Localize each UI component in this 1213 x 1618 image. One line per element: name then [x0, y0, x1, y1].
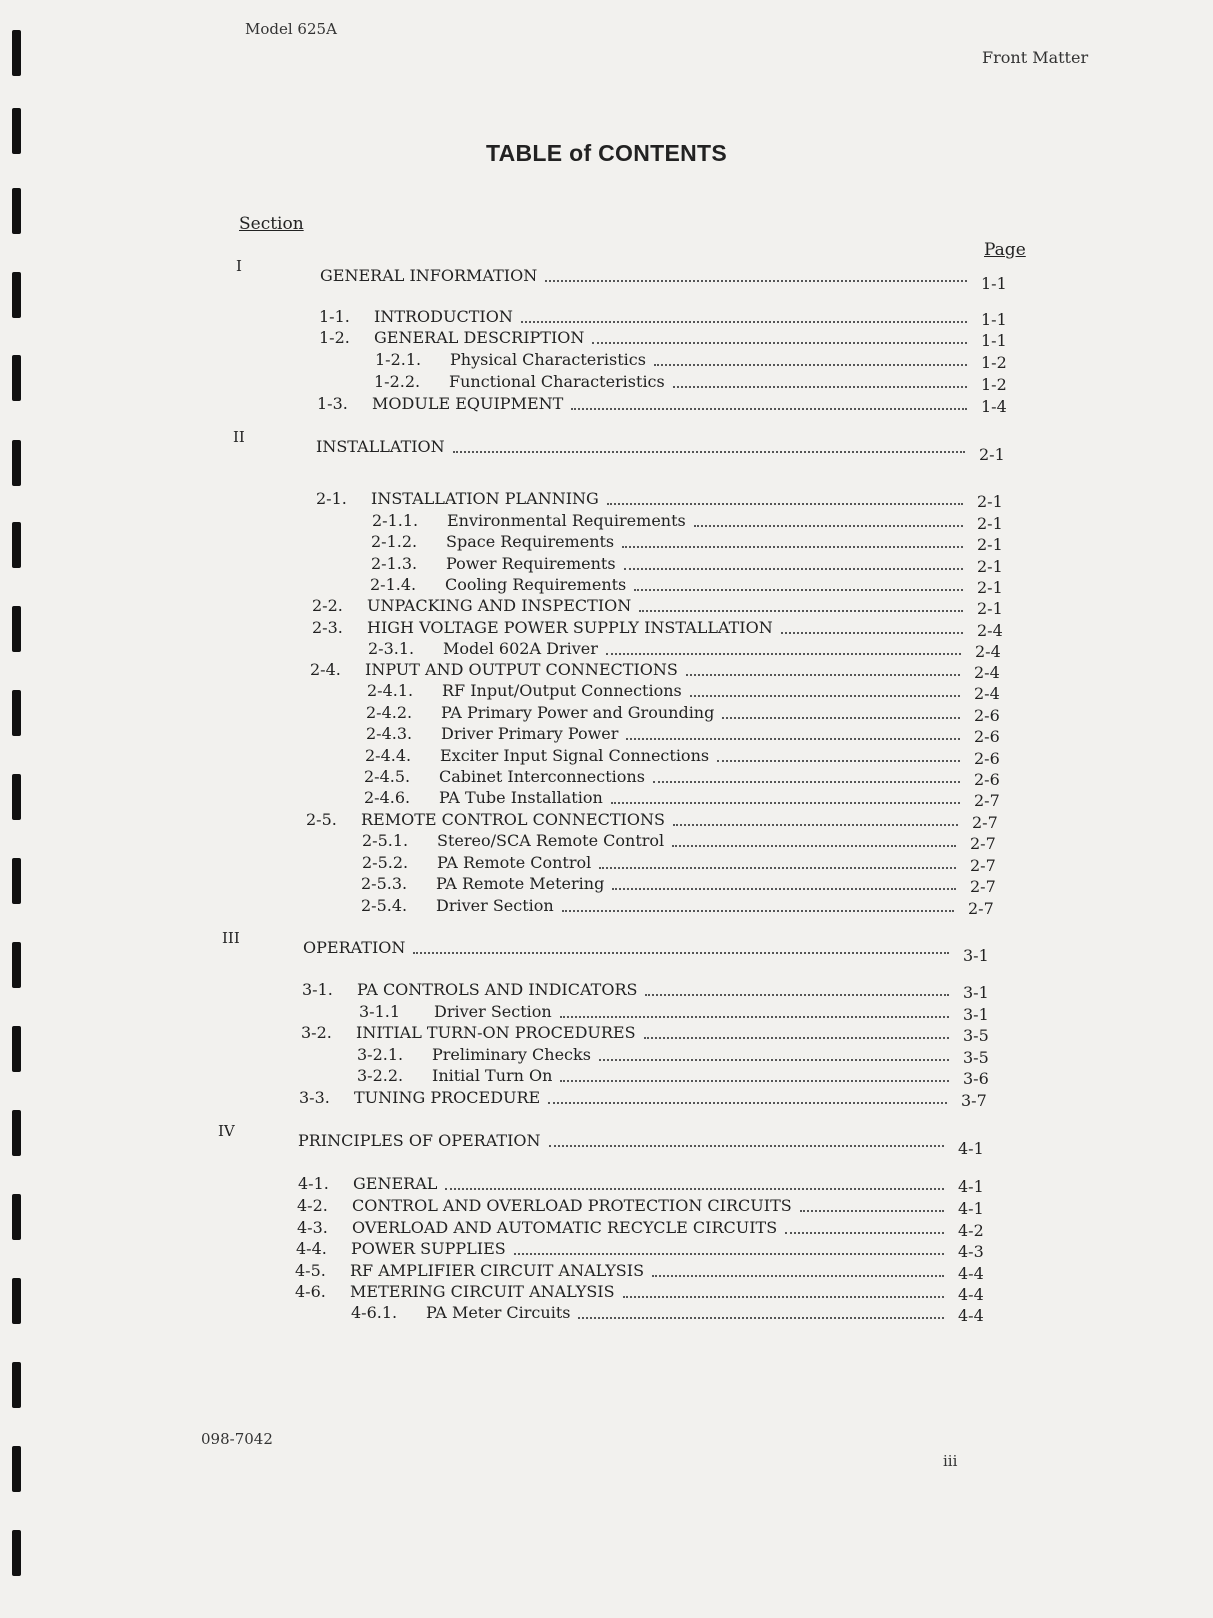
toc-entry-page: 2-7 — [974, 791, 1000, 810]
toc-entry — [0, 1087, 1213, 1109]
section-column-heading: Section — [239, 214, 304, 234]
toc-entry-title: PA Remote Control — [437, 853, 592, 872]
dot-leader — [639, 610, 963, 612]
toc-entry-page: 2-1 — [977, 492, 1003, 511]
toc-entry-number: 4-6.1. — [351, 1303, 398, 1322]
toc-entry — [0, 766, 1213, 788]
dot-leader — [672, 845, 956, 847]
toc-entry-number: 1-2. — [319, 328, 350, 347]
toc-entry-title: PRINCIPLES OF OPERATION — [298, 1131, 541, 1150]
toc-entry-page: 2-1 — [979, 445, 1005, 464]
toc-entry — [0, 723, 1213, 745]
toc-entry-title: INITIAL TURN-ON PROCEDURES — [356, 1023, 636, 1042]
toc-entry-number: 2-1.3. — [371, 554, 418, 573]
toc-entry-page: 4-2 — [958, 1221, 984, 1240]
toc-entry-page: 2-6 — [974, 749, 1000, 768]
dot-leader — [606, 653, 961, 655]
toc-entry-page: 1-2 — [981, 353, 1007, 372]
toc-entry — [0, 745, 1213, 767]
toc-entry-number: 2-4.6. — [364, 788, 411, 807]
toc-entry-page: 3-7 — [961, 1091, 987, 1110]
dot-leader — [560, 1016, 949, 1018]
toc-entry — [0, 787, 1213, 809]
toc-entry-title: PA CONTROLS AND INDICATORS — [357, 980, 638, 999]
header-section-label: Front Matter — [982, 48, 1089, 67]
toc-entry-page: 2-7 — [972, 813, 998, 832]
toc-entry — [0, 553, 1213, 575]
toc-entry — [0, 428, 1213, 464]
toc-entry — [0, 809, 1213, 831]
toc-entry-title: PA Remote Metering — [436, 874, 605, 893]
toc-entry-number: 2-1.4. — [370, 575, 417, 594]
toc-entry-title: Physical Characteristics — [450, 350, 646, 369]
toc-entry-title: Preliminary Checks — [432, 1045, 591, 1064]
toc-entry-page: 2-1 — [977, 535, 1003, 554]
toc-entry — [0, 393, 1213, 415]
dot-leader — [571, 408, 967, 410]
toc-entry-page: 3-1 — [963, 1005, 989, 1024]
dot-leader — [694, 525, 963, 527]
toc-entry-page: 1-4 — [981, 397, 1007, 416]
toc-entry-page: 3-5 — [963, 1048, 989, 1067]
toc-entry-number: 4-3. — [297, 1218, 328, 1237]
toc-entry — [0, 852, 1213, 874]
toc-entry-page: 2-7 — [970, 834, 996, 853]
toc-entry-title: Functional Characteristics — [449, 372, 665, 391]
toc-entry-title: OPERATION — [303, 938, 406, 957]
toc-entry-title: Power Requirements — [446, 554, 616, 573]
toc-entry-number: 2-1.2. — [371, 532, 418, 551]
dot-leader — [545, 280, 967, 282]
dot-leader — [644, 1037, 949, 1039]
dot-leader — [599, 1059, 949, 1061]
toc-entry-page: 4-1 — [958, 1199, 984, 1218]
toc-entry-number: 2-1. — [316, 489, 347, 508]
toc-entry-page: 4-1 — [958, 1139, 984, 1158]
toc-entry-number: 2-5.3. — [361, 874, 408, 893]
toc-entry-page: 3-6 — [963, 1069, 989, 1088]
toc-entry-title: INPUT AND OUTPUT CONNECTIONS — [365, 660, 678, 679]
toc-entry — [0, 595, 1213, 617]
toc-entry-page: 1-1 — [981, 310, 1007, 329]
toc-entry — [0, 617, 1213, 639]
toc-entry-page: 1-1 — [981, 274, 1007, 293]
toc-entry-number: 2-4.5. — [364, 767, 411, 786]
toc-entry — [0, 1173, 1213, 1195]
toc-entry-page: 2-4 — [975, 642, 1001, 661]
toc-entry-title: OVERLOAD AND AUTOMATIC RECYCLE CIRCUITS — [352, 1218, 778, 1237]
toc-entry-title: METERING CIRCUIT ANALYSIS — [350, 1282, 615, 1301]
toc-entry-number: 4-5. — [295, 1261, 326, 1280]
toc-entry-title: RF AMPLIFIER CIRCUIT ANALYSIS — [350, 1261, 645, 1280]
toc-entry-title: Exciter Input Signal Connections — [440, 746, 710, 765]
dot-leader — [607, 503, 963, 505]
toc-entry-title: Stereo/SCA Remote Control — [437, 831, 665, 850]
toc-entry-number: 3-1.1 — [359, 1002, 401, 1021]
toc-entry-title: GENERAL — [353, 1174, 438, 1193]
toc-entry — [0, 1238, 1213, 1260]
toc-entry — [0, 1065, 1213, 1087]
toc-entry — [0, 1302, 1213, 1324]
header-model: Model 625A — [245, 20, 337, 38]
toc-entry-title: Driver Primary Power — [441, 724, 619, 743]
toc-entry-title: TUNING PROCEDURE — [354, 1088, 541, 1107]
toc-entry-number: 4-6. — [295, 1282, 326, 1301]
toc-entry — [0, 1260, 1213, 1282]
toc-entry-page: 2-6 — [974, 706, 1000, 725]
toc-entry-title: PA Primary Power and Grounding — [441, 703, 715, 722]
toc-entry-number: 2-4. — [310, 660, 341, 679]
page-title: TABLE of CONTENTS — [485, 140, 728, 166]
footer-page-number: iii — [943, 1452, 958, 1470]
toc-entry-page: 2-1 — [977, 578, 1003, 597]
toc-entry-title: Driver Section — [436, 896, 554, 915]
toc-entry-page: 3-1 — [963, 946, 989, 965]
toc-entry-number: 2-2. — [312, 596, 343, 615]
toc-entry — [0, 659, 1213, 681]
toc-entry-number: 2-4.2. — [366, 703, 413, 722]
toc-entry-page: 2-6 — [974, 727, 1000, 746]
toc-entry-number: 1-2.1. — [375, 350, 422, 369]
toc-entry — [0, 531, 1213, 553]
toc-entry-title: Cabinet Interconnections — [439, 767, 645, 786]
toc-entry — [0, 1044, 1213, 1066]
toc-entry-page: 2-4 — [974, 684, 1000, 703]
dot-leader — [560, 1080, 949, 1082]
toc-entry-number: 1-3. — [317, 394, 348, 413]
toc-entry-title: UNPACKING AND INSPECTION — [367, 596, 632, 615]
toc-entry-number: 2-5.1. — [362, 831, 409, 850]
dot-leader — [781, 632, 963, 634]
dot-leader — [445, 1188, 944, 1190]
toc-entry — [0, 371, 1213, 393]
section-roman-numeral: IV — [218, 1122, 235, 1140]
toc-entry — [0, 1195, 1213, 1217]
toc-entry-title: Model 602A Driver — [443, 639, 598, 658]
toc-entry-title: Initial Turn On — [432, 1066, 553, 1085]
dot-leader — [722, 717, 960, 719]
dot-leader — [690, 695, 960, 697]
toc-entry-page: 2-7 — [970, 856, 996, 875]
toc-entry-number: 3-1. — [302, 980, 333, 999]
dot-leader — [413, 952, 949, 954]
dot-leader — [623, 1296, 944, 1298]
toc-entry-title: HIGH VOLTAGE POWER SUPPLY INSTALLATION — [367, 618, 773, 637]
toc-entry-number: 1-1. — [319, 307, 350, 326]
toc-entry — [0, 349, 1213, 371]
toc-entry-title: Cooling Requirements — [445, 575, 627, 594]
toc-entry-title: REMOTE CONTROL CONNECTIONS — [361, 810, 665, 829]
toc-entry-number: 3-2.1. — [357, 1045, 404, 1064]
toc-entry-page: 4-1 — [958, 1177, 984, 1196]
toc-entry-number: 2-3.1. — [368, 639, 415, 658]
toc-entry — [0, 680, 1213, 702]
toc-entry-page: 1-2 — [981, 375, 1007, 394]
toc-entry-page: 2-4 — [977, 621, 1003, 640]
dot-leader — [645, 994, 949, 996]
dot-leader — [622, 546, 963, 548]
toc-entry-title: GENERAL INFORMATION — [320, 266, 538, 285]
page-column-heading: Page — [984, 240, 1026, 260]
toc-entry-title: Space Requirements — [446, 532, 615, 551]
dot-leader — [800, 1210, 944, 1212]
toc-entry — [0, 1001, 1213, 1023]
section-roman-numeral: II — [233, 428, 245, 446]
dot-leader — [652, 1275, 944, 1277]
footer-doc-number: 098-7042 — [201, 1430, 273, 1448]
toc-entry-number: 2-5.4. — [361, 896, 408, 915]
toc-entry-title: Driver Section — [434, 1002, 552, 1021]
toc-entry-page: 2-1 — [977, 514, 1003, 533]
toc-entry-title: PA Tube Installation — [439, 788, 603, 807]
toc-entry-number: 2-4.4. — [365, 746, 412, 765]
toc-entry-title: GENERAL DESCRIPTION — [374, 328, 585, 347]
toc-entry-title: INSTALLATION PLANNING — [371, 489, 599, 508]
dot-leader — [548, 1102, 947, 1104]
toc-entry-page: 4-4 — [958, 1264, 984, 1283]
dot-leader — [626, 738, 960, 740]
dot-leader — [624, 568, 963, 570]
toc-entry — [0, 1022, 1213, 1044]
toc-entry-number: 3-2. — [301, 1023, 332, 1042]
toc-entry-page: 4-4 — [958, 1306, 984, 1325]
toc-entry — [0, 873, 1213, 895]
dot-leader — [562, 910, 954, 912]
toc-entry — [0, 488, 1213, 510]
dot-leader — [653, 781, 960, 783]
dot-leader — [634, 589, 963, 591]
toc-entry-number: 2-1.1. — [372, 511, 419, 530]
toc-entry-title: PA Meter Circuits — [426, 1303, 571, 1322]
dot-leader — [717, 760, 960, 762]
dot-leader — [611, 802, 960, 804]
toc-entry — [0, 1281, 1213, 1303]
toc-entry-number: 4-4. — [296, 1239, 327, 1258]
dot-leader — [673, 386, 967, 388]
toc-entry-page: 4-4 — [958, 1285, 984, 1304]
toc-entry-number: 2-5.2. — [362, 853, 409, 872]
toc-entry-number: 1-2.2. — [374, 372, 421, 391]
toc-entry — [0, 257, 1213, 293]
dot-leader — [686, 674, 960, 676]
toc-entry-page: 2-7 — [970, 877, 996, 896]
toc-entry-page: 2-7 — [968, 899, 994, 918]
toc-entry-title: Environmental Requirements — [447, 511, 686, 530]
toc-entry-page: 1-1 — [981, 331, 1007, 350]
toc-entry-number: 4-1. — [298, 1174, 329, 1193]
toc-entry-number: 4-2. — [297, 1196, 328, 1215]
dot-leader — [514, 1253, 944, 1255]
dot-leader — [453, 451, 965, 453]
toc-entry-page: 4-3 — [958, 1242, 984, 1261]
section-roman-numeral: I — [236, 257, 242, 275]
toc-entry — [0, 929, 1213, 965]
toc-entry — [0, 510, 1213, 532]
toc-entry — [0, 895, 1213, 917]
dot-leader — [592, 342, 967, 344]
dot-leader — [549, 1145, 944, 1147]
toc-entry-page: 3-5 — [963, 1026, 989, 1045]
toc-entry-number: 2-4.3. — [366, 724, 413, 743]
dot-leader — [578, 1317, 944, 1319]
toc-entry-page: 2-1 — [977, 599, 1003, 618]
toc-entry-page: 2-1 — [977, 557, 1003, 576]
toc-entry-title: POWER SUPPLIES — [351, 1239, 506, 1258]
toc-entry-title: INTRODUCTION — [374, 307, 513, 326]
toc-entry-number: 2-3. — [312, 618, 343, 637]
dot-leader — [654, 364, 967, 366]
toc-entry-title: MODULE EQUIPMENT — [372, 394, 564, 413]
toc-entry-number: 3-2.2. — [357, 1066, 404, 1085]
toc-entry — [0, 1122, 1213, 1158]
toc-entry — [0, 979, 1213, 1001]
toc-entry-number: 2-5. — [306, 810, 337, 829]
dot-leader — [521, 321, 967, 323]
toc-entry-title: RF Input/Output Connections — [442, 681, 682, 700]
toc-entry-page: 3-1 — [963, 983, 989, 1002]
toc-entry — [0, 327, 1213, 349]
toc-entry — [0, 830, 1213, 852]
section-roman-numeral: III — [222, 929, 240, 947]
dot-leader — [599, 867, 956, 869]
toc-entry-title: CONTROL AND OVERLOAD PROTECTION CIRCUITS — [352, 1196, 792, 1215]
toc-entry-title: INSTALLATION — [316, 437, 445, 456]
toc-entry — [0, 638, 1213, 660]
dot-leader — [785, 1232, 944, 1234]
toc-entry — [0, 1217, 1213, 1239]
dot-leader — [612, 888, 956, 890]
dot-leader — [673, 824, 958, 826]
toc-entry — [0, 702, 1213, 724]
toc-entry — [0, 306, 1213, 328]
toc-entry-number: 2-4.1. — [367, 681, 414, 700]
toc-entry — [0, 574, 1213, 596]
toc-entry-number: 3-3. — [299, 1088, 330, 1107]
toc-entry-page: 2-4 — [974, 663, 1000, 682]
toc-entry-page: 2-6 — [974, 770, 1000, 789]
